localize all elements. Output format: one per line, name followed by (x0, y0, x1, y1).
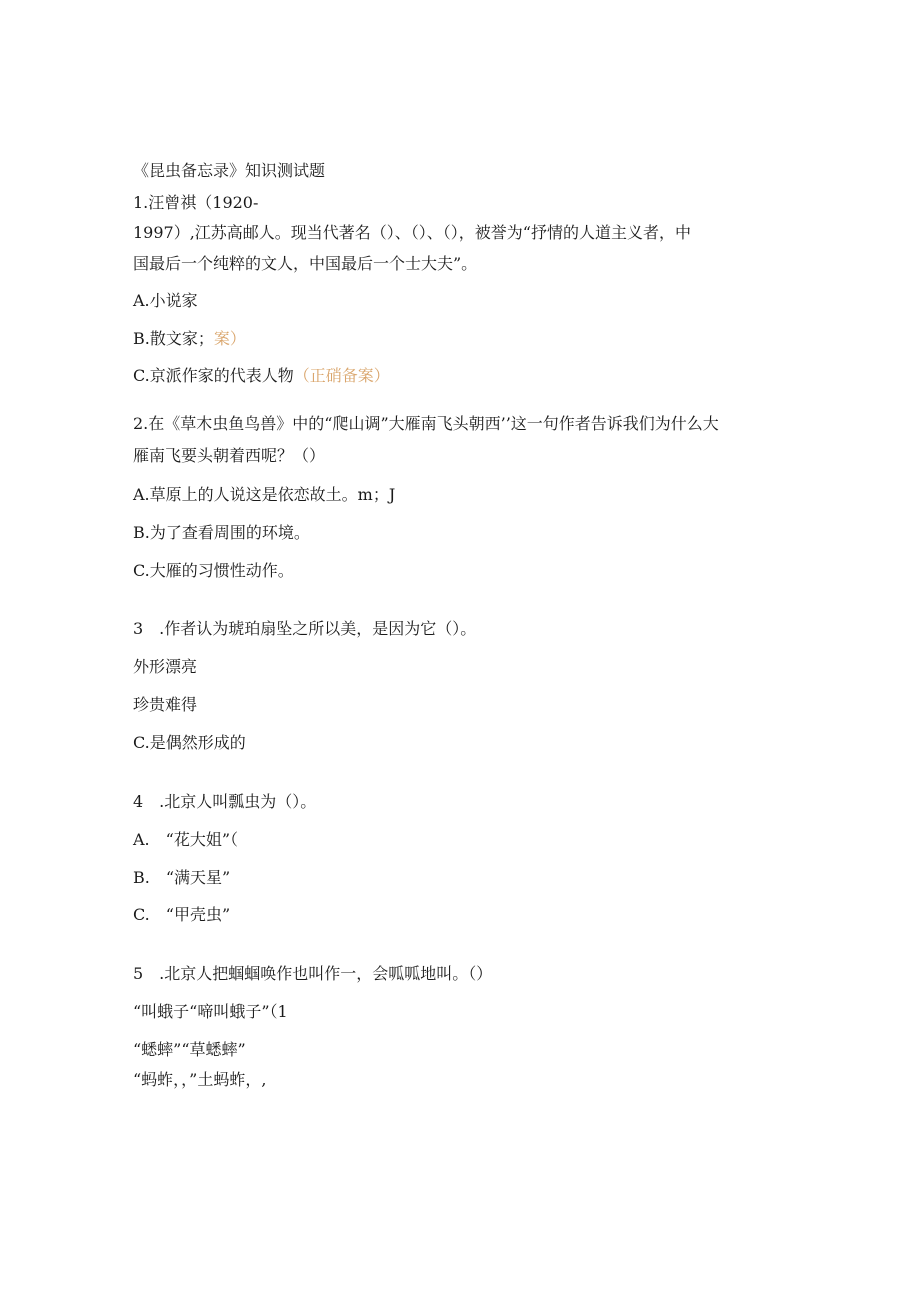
question-4-option-c: C. “甲壳虫” (133, 905, 231, 924)
question-2-stem-line-1: 2.在《草木虫鱼鸟兽》中的“爬山调”大雁南飞头朝西’’这一句作者告诉我们为什么大 (133, 414, 719, 433)
question-4-option-a: A. “花大姐”（ (133, 830, 239, 849)
question-2-option-c: C.大雁的习惯性动作。 (133, 561, 294, 580)
question-2-option-a: A.草原上的人说这是依恋故土。m；J (133, 485, 396, 504)
question-1-stem-line-3: 国最后一个纯粹的文人，中国最后一个士大夫”。 (133, 254, 478, 273)
question-1-option-c (133, 366, 390, 386)
question-1-option-b-text: B.散文家； (133, 329, 214, 348)
question-5-option-a: “叫蛾子“啼叫蛾子”（1 (133, 1002, 288, 1021)
question-3-option-c: C.是偶然形成的 (133, 733, 246, 752)
answer-mark: 案） (213, 329, 246, 348)
question-2-stem-line-2: 雁南飞要头朝着西呢？（） (133, 446, 326, 465)
question-4-stem: 4 .北京人叫瓢虫为（）。 (133, 792, 317, 811)
question-5-option-c: “蚂蚱，，”土蚂蚱，, (133, 1070, 267, 1089)
question-4-option-b: B. “满天星” (133, 868, 231, 887)
question-1-option-a: A.小说家 (133, 291, 198, 310)
answer-mark: （正硝备案） (293, 366, 390, 385)
question-2-option-b: B.为了查看周围的环境。 (133, 523, 310, 542)
question-5-stem: 5 .北京人把蝈蝈唤作也叫作一，会呱呱地叫。（） (133, 964, 493, 983)
question-3-option-b: 珍贵难得 (133, 695, 198, 714)
document-title: 《昆虫备忘录》知识测试题 (133, 161, 326, 180)
question-1-stem-line-2: 1997）,江苏高邮人。现当代著名（）、（）、（），被誉为“抒情的人道主义者，中 (133, 223, 691, 242)
question-3-stem: 3 .作者认为琥珀扇坠之所以美，是因为它（）。 (133, 619, 477, 638)
question-3-option-a: 外形漂亮 (133, 657, 198, 676)
question-1-option-b (133, 329, 246, 349)
question-1-stem-line-1: 1.汪曾祺（1920- (133, 193, 259, 212)
question-1-option-c-text: C.京派作家的代表人物 (133, 366, 294, 385)
question-5-option-b: “蟋蟀”“草蟋蟀” (133, 1040, 246, 1059)
